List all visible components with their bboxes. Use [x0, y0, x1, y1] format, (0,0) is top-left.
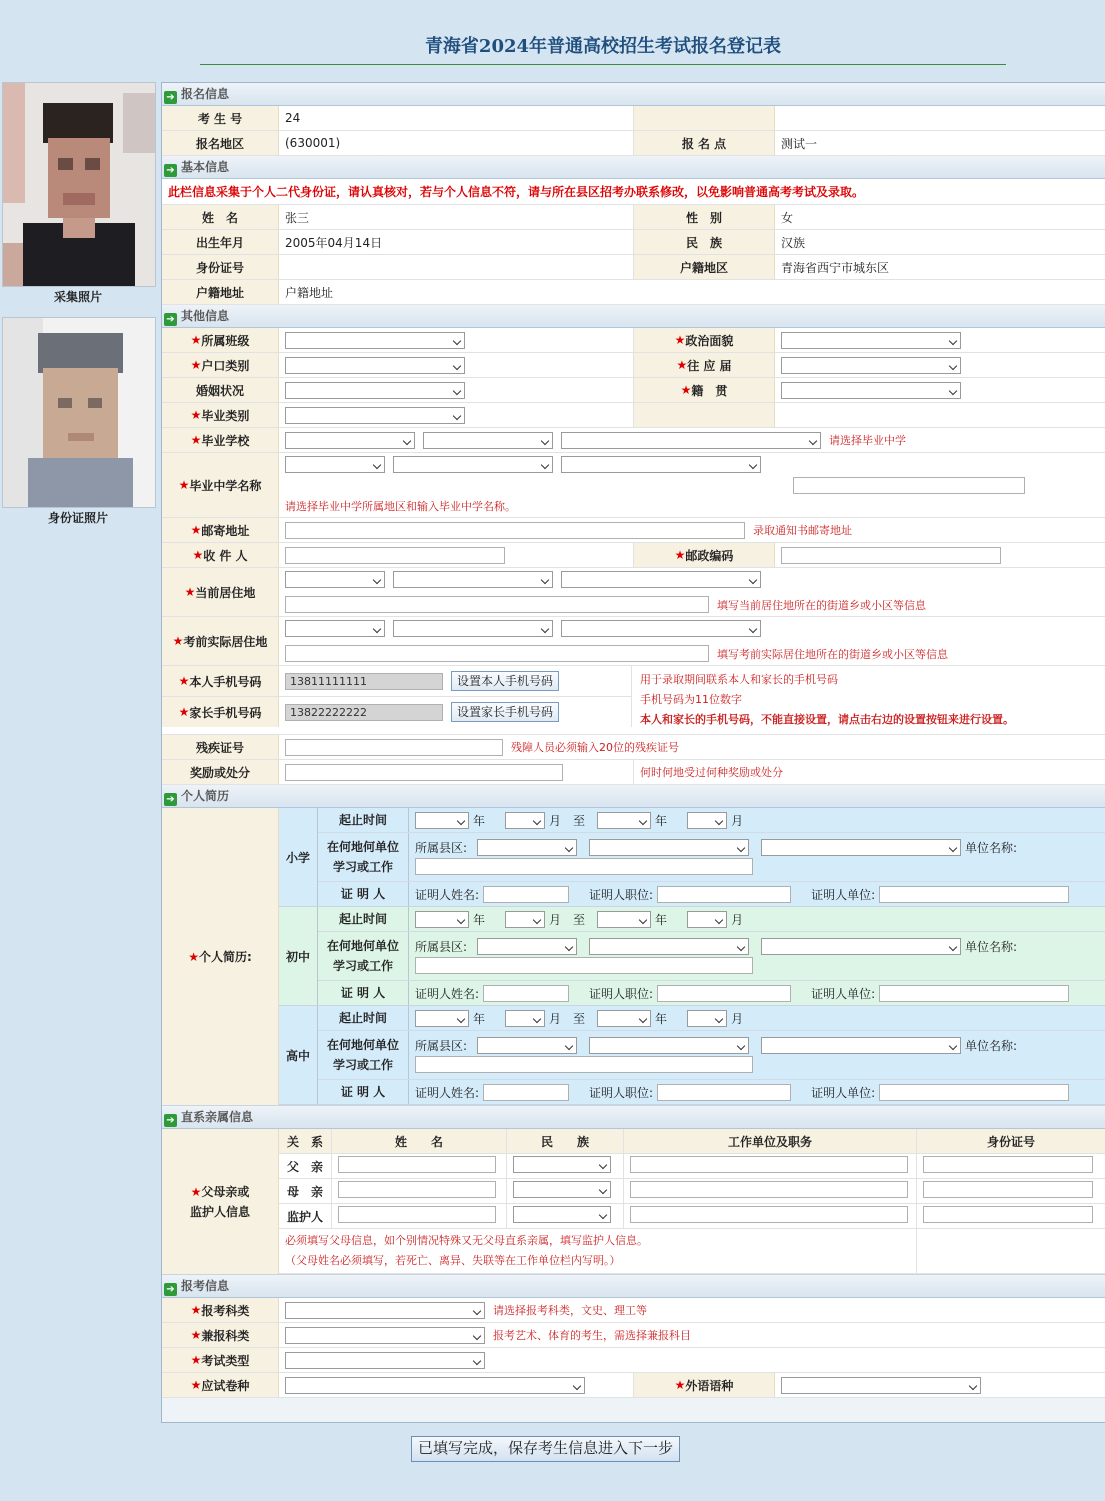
hukou-type-label: 户口类别	[201, 358, 250, 373]
where-label-2: 学习或工作	[332, 860, 393, 874]
mother-name-input[interactable]	[338, 1181, 496, 1198]
guardian-name-input[interactable]	[338, 1206, 496, 1223]
senior-start-month-select[interactable]	[505, 1010, 545, 1027]
section-title: 报名信息	[181, 87, 230, 101]
exam-no-label: 考 生 号	[162, 106, 279, 130]
month-text: 月	[731, 912, 744, 927]
marriage-select[interactable]	[285, 382, 465, 399]
phone-hint-1: 用于录取期间联系本人和家长的手机号码	[640, 673, 838, 686]
where-label-2: 学习或工作	[332, 1058, 393, 1072]
reward-label: 奖励或处分	[162, 760, 279, 784]
year-text: 年	[655, 813, 668, 828]
father-id-input[interactable]	[923, 1156, 1093, 1173]
native-label: 籍 贯	[691, 383, 728, 398]
relation-mother: 母 亲	[279, 1179, 332, 1204]
month-text: 月	[731, 1011, 744, 1026]
current-address-hint: 填写当前居住地所在的街道乡或小区等信息	[717, 598, 926, 612]
sex-label: 性 别	[634, 205, 775, 229]
junior-end-year-select[interactable]	[597, 911, 651, 928]
junior-witness-position-input[interactable]	[657, 985, 791, 1002]
subject-hint: 请选择报考科类，文史、理工等	[493, 1304, 647, 1317]
id-photo-image	[3, 318, 155, 507]
witness-label: 证 明 人	[318, 1080, 409, 1104]
senior-end-year-select[interactable]	[597, 1010, 651, 1027]
region-label: 报名地区	[162, 131, 279, 155]
pre-address-label: 考前实际居住地	[183, 634, 268, 649]
zip-label: 邮政编码	[685, 548, 734, 563]
school-county-select[interactable]	[423, 432, 553, 449]
section-title: 直系亲属信息	[181, 1110, 254, 1124]
section-exam	[162, 1275, 1105, 1298]
political-label: 政治面貌	[685, 333, 734, 348]
mother-nation-select[interactable]	[513, 1181, 611, 1198]
lang-select[interactable]	[781, 1377, 981, 1394]
resume-label: 个人简历:	[198, 950, 252, 964]
primary-town-select[interactable]	[589, 839, 749, 856]
witness-label: 证 明 人	[318, 981, 409, 1005]
parent-phone-input: 13822222222	[285, 704, 443, 721]
arrow-right-icon: ➔	[164, 793, 177, 806]
primary-start-year-select[interactable]	[415, 812, 469, 829]
county-label: 所属县区:	[415, 1039, 468, 1053]
senior-county-select[interactable]	[477, 1037, 577, 1054]
year-text: 年	[473, 912, 486, 927]
school-region-select[interactable]	[285, 432, 415, 449]
section-title: 基本信息	[181, 160, 230, 174]
guardian-id-input[interactable]	[923, 1206, 1093, 1223]
region-value: (630001)	[279, 131, 634, 155]
father-work-input[interactable]	[630, 1156, 908, 1173]
period-label: 起止时间	[318, 907, 409, 931]
junior-start-month-select[interactable]	[505, 911, 545, 928]
year-text: 年	[655, 1011, 668, 1026]
guardian-work-input[interactable]	[630, 1206, 908, 1223]
witness-unit-label: 证明人单位:	[811, 1085, 876, 1100]
father-nation-select[interactable]	[513, 1156, 611, 1173]
exam-type-label: 考试类型	[201, 1353, 250, 1368]
cur-region-select[interactable]	[285, 571, 385, 588]
submit-button[interactable]: 已填写完成，保存考生信息进入下一步	[411, 1436, 680, 1462]
witness-name-label: 证明人姓名:	[415, 887, 480, 902]
id-photo	[2, 317, 156, 508]
collected-photo-caption: 采集照片	[53, 290, 102, 304]
senior-witness-unit-input[interactable]	[879, 1084, 1069, 1101]
sub2-hint: 报考艺术、体育的考生，需选择兼报科目	[493, 1329, 691, 1342]
sex-value: 女	[781, 210, 794, 225]
nation-value: 汉族	[781, 235, 806, 250]
name-label: 姓 名	[162, 205, 279, 229]
col-relation: 关 系	[279, 1129, 332, 1154]
unit-label: 单位名称:	[965, 841, 1018, 855]
where-label-2: 学习或工作	[332, 959, 393, 973]
section-title: 其他信息	[181, 309, 230, 323]
mid-name-hint: 请选择毕业中学所属地区和输入毕业中学名称。	[285, 500, 516, 513]
witness-name-label: 证明人姓名:	[415, 1085, 480, 1100]
junior-witness-unit-input[interactable]	[879, 985, 1069, 1002]
stage-senior	[279, 1006, 1105, 1105]
witness-name-label: 证明人姓名:	[415, 986, 480, 1001]
month-text: 月	[549, 813, 562, 828]
phone-label: 本人手机号码	[189, 674, 262, 689]
grad-type-select[interactable]	[285, 407, 465, 424]
junior-school-select[interactable]	[761, 938, 961, 955]
exam-type-select[interactable]	[285, 1352, 485, 1369]
set-parent-phone-button[interactable]: 设置家长手机号码	[451, 702, 559, 722]
section-title: 报考信息	[181, 1279, 230, 1293]
mother-id-input[interactable]	[923, 1181, 1093, 1198]
basic-notice: 此栏信息采集于个人二代身份证，请认真核对，若与个人信息不符，请与所在县区招考办联系修改，以免影响普通高考考试及录取。	[162, 179, 1105, 205]
primary-school-select[interactable]	[761, 839, 961, 856]
pre-street-select[interactable]	[561, 620, 761, 637]
mid-county-select[interactable]	[393, 456, 553, 473]
mail-hint: 录取通知书邮寄地址	[753, 524, 852, 537]
reward-input[interactable]	[285, 764, 563, 781]
mother-work-input[interactable]	[630, 1181, 908, 1198]
paper-select[interactable]	[285, 1377, 585, 1394]
primary-unit-input[interactable]	[415, 858, 753, 875]
id-number-value	[279, 255, 634, 279]
receiver-input[interactable]	[285, 547, 505, 564]
section-resume	[162, 785, 1105, 808]
subject-label: 报考科类	[201, 1303, 250, 1318]
col-id: 身份证号	[917, 1129, 1105, 1154]
col-work: 工作单位及职务	[624, 1129, 917, 1154]
disability-input[interactable]	[285, 739, 503, 756]
section-other	[162, 305, 1105, 328]
class-select[interactable]	[285, 332, 465, 349]
paper-label: 应试卷种	[201, 1378, 250, 1393]
lang-label: 外语语种	[685, 1378, 734, 1393]
col-nation: 民 族	[507, 1129, 624, 1154]
fresh-label: 往 应 届	[687, 358, 732, 373]
cur-address-input[interactable]	[285, 596, 709, 613]
phone-hint-2: 手机号码为11位数字	[640, 693, 742, 706]
father-name-input[interactable]	[338, 1156, 496, 1173]
year-text: 年	[655, 912, 668, 927]
cur-county-select[interactable]	[393, 571, 553, 588]
mid-region-select[interactable]	[285, 456, 385, 473]
to-text: 至	[573, 912, 586, 927]
primary-witness-name-input[interactable]	[483, 886, 569, 903]
birth-label: 出生年月	[162, 230, 279, 254]
to-text: 至	[573, 813, 586, 828]
mid-name-label: 毕业中学名称	[189, 478, 262, 493]
birth-value: 2005年04月14日	[279, 230, 634, 254]
junior-county-select[interactable]	[477, 938, 577, 955]
native-select[interactable]	[781, 382, 961, 399]
period-label: 起止时间	[318, 808, 409, 832]
family-note-2: （父母姓名必须填写，若死亡、离异、失联等在工作单位栏内写明。）	[285, 1254, 621, 1267]
sub2-label: 兼报科类	[201, 1328, 250, 1343]
cur-street-select[interactable]	[561, 571, 761, 588]
relation-guardian: 监护人	[279, 1204, 332, 1229]
marriage-label: 婚姻状况	[162, 378, 279, 402]
pre-address-input[interactable]	[285, 645, 709, 662]
collected-photo-image	[3, 83, 155, 286]
current-address-label: 当前居住地	[195, 585, 256, 600]
stage-label: 高中	[279, 1006, 318, 1104]
year-text: 年	[473, 813, 486, 828]
month-text: 月	[731, 813, 744, 828]
stage-junior	[279, 907, 1105, 1006]
county-label: 所属县区:	[415, 841, 468, 855]
unit-label: 单位名称:	[965, 1039, 1018, 1053]
mail-input[interactable]	[285, 522, 745, 539]
junior-unit-input[interactable]	[415, 957, 753, 974]
collected-photo	[2, 82, 156, 287]
exam-no-value: 24	[279, 106, 634, 130]
guardian-nation-select[interactable]	[513, 1206, 611, 1223]
family-note-1: 必须填写父母信息，如个别情况特殊又无父母直系亲属，填写监护人信息。	[285, 1234, 648, 1247]
month-text: 月	[549, 1011, 562, 1026]
arrow-right-icon: ➔	[164, 1114, 177, 1127]
subject-select[interactable]	[285, 1302, 485, 1319]
period-label: 起止时间	[318, 1006, 409, 1030]
primary-start-month-select[interactable]	[505, 812, 545, 829]
id-photo-caption: 身份证照片	[47, 511, 108, 525]
hukou-region-value: 青海省西宁市城东区	[781, 260, 890, 275]
pre-region-select[interactable]	[285, 620, 385, 637]
name-value: 张三	[279, 205, 634, 229]
family-label-2: 监护人信息	[189, 1204, 250, 1219]
registration-form: ➔ 报名信息 考 生 号 24 报名地区 (630001) 报 名 点 测试一 ➔ 基本信息 此栏信息采集于个人二代身份证，请认真核对，若与个人信息不符，请与所在县区招考办联系修改，以免影响普通高考考试及录取。 姓 名 张三 性 别 女 出生年月 2005年04月14日 民 族 汉族 身份证号 户籍地区 青海省西宁市城东区 户籍地址 户籍地址 ➔ 其他信息 ★ 所属班级 ★ 政治面貌 ★ 户口类别 ★ 往 应 届 婚姻状况 ★ 籍 贯 ★ 毕业类别 ★ 毕业学校 请选择毕业中学 ★ 毕业中学名称 请选择毕业中学所属地区和输入毕业中学名称。 ★ 邮寄地址 录取通知书邮寄地址 ★ 收 件 人 ★ 邮政编码 ★ 当前居住地 填写当前居住地所在的街道乡或小区等信息 ★ 考前实际居住地 填写考前实际居住地所在的街道乡或小区等信息 ★ 本人手机号码 13811111111 设置本人手机号码 ★ 家长手机号码 13822222222 设置家长手机号码 用于录取期间联系本人和家长的手机号码 手机号码为11位数字 本人和家长的手机号码，不能直接设置，请点击右边的设置按钮来进行设置。 残疾证号 残障人员必须输入20位的残疾证号 奖励或处分 何时何地受过何种奖励或处分 ➔ 个人简历 ★ 个人简历: 小学 起止时间 年 月 至 年 月 在何地何单位 学习或工作 所属县区: 单位名称: 证 明 人 证明人姓名: 证明人职位: 证明人单位: 初中 起止时间 年 月 至 年 月 在何地何单位 学习或工作 所属县区: 单位名称: 证 明 人 证明人姓名: 证明人职位: 证明人单位: 高中 起止时间 年 月 至 年 月 在何地何单位 学习或工作 所属县区: 单位名称: 证 明 人 证明人姓名: 证明人职位: 证明人单位: ➔ 直系亲属信息 ★父母亲或 监护人信息 关 系 姓 名 民 族 工作单位及职务 身份证号 父 亲 母 亲 监护人 必须填写父母信息，如个别情况特殊又无父母直系亲属，填写监护人信息。 （父母姓名必须填写，若死亡、离异、失联等在工作单位栏内写明。） ➔ 报考信息 ★ 报考科类 请选择报考科类，文史、理工等 ★ 兼报科类 报考艺术、体育的考生，需选择兼报科目 ★ 考试类型 ★ 应试卷种 ★ 外语语种	[161, 82, 1105, 1423]
section-registration	[162, 83, 1105, 106]
senior-unit-input[interactable]	[415, 1056, 753, 1073]
relation-father: 父 亲	[279, 1154, 332, 1179]
zip-input[interactable]	[781, 547, 1001, 564]
political-select[interactable]	[781, 332, 961, 349]
senior-witness-position-input[interactable]	[657, 1084, 791, 1101]
parent-phone-label: 家长手机号码	[189, 705, 262, 720]
pre-county-select[interactable]	[393, 620, 553, 637]
junior-start-year-select[interactable]	[415, 911, 469, 928]
senior-school-select[interactable]	[761, 1037, 961, 1054]
section-basic	[162, 156, 1105, 179]
witness-label: 证 明 人	[318, 882, 409, 906]
stage-label: 初中	[279, 907, 318, 1005]
arrow-right-icon: ➔	[164, 313, 177, 326]
stage-label: 小学	[279, 808, 318, 906]
arrow-right-icon: ➔	[164, 1283, 177, 1296]
hukou-region-label: 户籍地区	[634, 255, 775, 279]
witness-unit-label: 证明人单位:	[811, 887, 876, 902]
year-text: 年	[473, 1011, 486, 1026]
witness-unit-label: 证明人单位:	[811, 986, 876, 1001]
point-value: 测试一	[781, 136, 818, 151]
grad-type-label: 毕业类别	[201, 408, 250, 423]
nation-label: 民 族	[634, 230, 775, 254]
disability-label: 残疾证号	[162, 735, 279, 759]
where-label-1: 在何地何单位	[326, 1038, 399, 1052]
unit-label: 单位名称:	[965, 940, 1018, 954]
family-label-1: 父母亲或	[201, 1184, 250, 1199]
to-text: 至	[573, 1011, 586, 1026]
where-label-1: 在何地何单位	[326, 939, 399, 953]
phone-hint-3: 本人和家长的手机号码，不能直接设置，请点击右边的设置按钮来进行设置。	[640, 713, 1014, 726]
arrow-right-icon: ➔	[164, 164, 177, 177]
point-label: 报 名 点	[634, 131, 775, 155]
where-label-1: 在何地何单位	[326, 840, 399, 854]
id-number-label: 身份证号	[162, 255, 279, 279]
disability-hint: 残障人员必须输入20位的残疾证号	[511, 741, 679, 754]
month-text: 月	[549, 912, 562, 927]
set-phone-button[interactable]: 设置本人手机号码	[451, 671, 559, 691]
sub2-select[interactable]	[285, 1327, 485, 1344]
witness-position-label: 证明人职位:	[589, 887, 654, 902]
receiver-label: 收 件 人	[203, 548, 248, 563]
page-title: 青海省2024年普通高校招生考试报名登记表	[200, 32, 1006, 65]
hukou-address-value: 户籍地址	[285, 285, 334, 300]
school-select[interactable]	[561, 432, 821, 449]
reward-hint: 何时何地受过何种奖励或处分	[640, 766, 783, 779]
witness-position-label: 证明人职位:	[589, 986, 654, 1001]
primary-witness-unit-input[interactable]	[879, 886, 1069, 903]
mid-school-select[interactable]	[561, 456, 761, 473]
witness-position-label: 证明人职位:	[589, 1085, 654, 1100]
stage-primary	[279, 808, 1105, 907]
col-name: 姓 名	[332, 1129, 507, 1154]
hukou-type-select[interactable]	[285, 357, 465, 374]
class-label: 所属班级	[201, 333, 250, 348]
primary-end-year-select[interactable]	[597, 812, 651, 829]
junior-end-month-select[interactable]	[687, 911, 727, 928]
mid-name-input[interactable]	[793, 477, 1025, 494]
school-label: 毕业学校	[201, 433, 250, 448]
fresh-select[interactable]	[781, 357, 961, 374]
senior-start-year-select[interactable]	[415, 1010, 469, 1027]
primary-end-month-select[interactable]	[687, 812, 727, 829]
pre-address-hint: 填写考前实际居住地所在的街道乡或小区等信息	[717, 647, 948, 661]
arrow-right-icon: ➔	[164, 91, 177, 104]
section-family	[162, 1106, 1105, 1129]
mail-label: 邮寄地址	[201, 523, 250, 538]
senior-town-select[interactable]	[589, 1037, 749, 1054]
primary-county-select[interactable]	[477, 839, 577, 856]
county-label: 所属县区:	[415, 940, 468, 954]
junior-town-select[interactable]	[589, 938, 749, 955]
section-title: 个人简历	[181, 789, 230, 803]
hukou-address-label: 户籍地址	[162, 280, 279, 304]
school-hint: 请选择毕业中学	[829, 434, 906, 447]
primary-witness-position-input[interactable]	[657, 886, 791, 903]
junior-witness-name-input[interactable]	[483, 985, 569, 1002]
senior-witness-name-input[interactable]	[483, 1084, 569, 1101]
senior-end-month-select[interactable]	[687, 1010, 727, 1027]
phone-input: 13811111111	[285, 673, 443, 690]
